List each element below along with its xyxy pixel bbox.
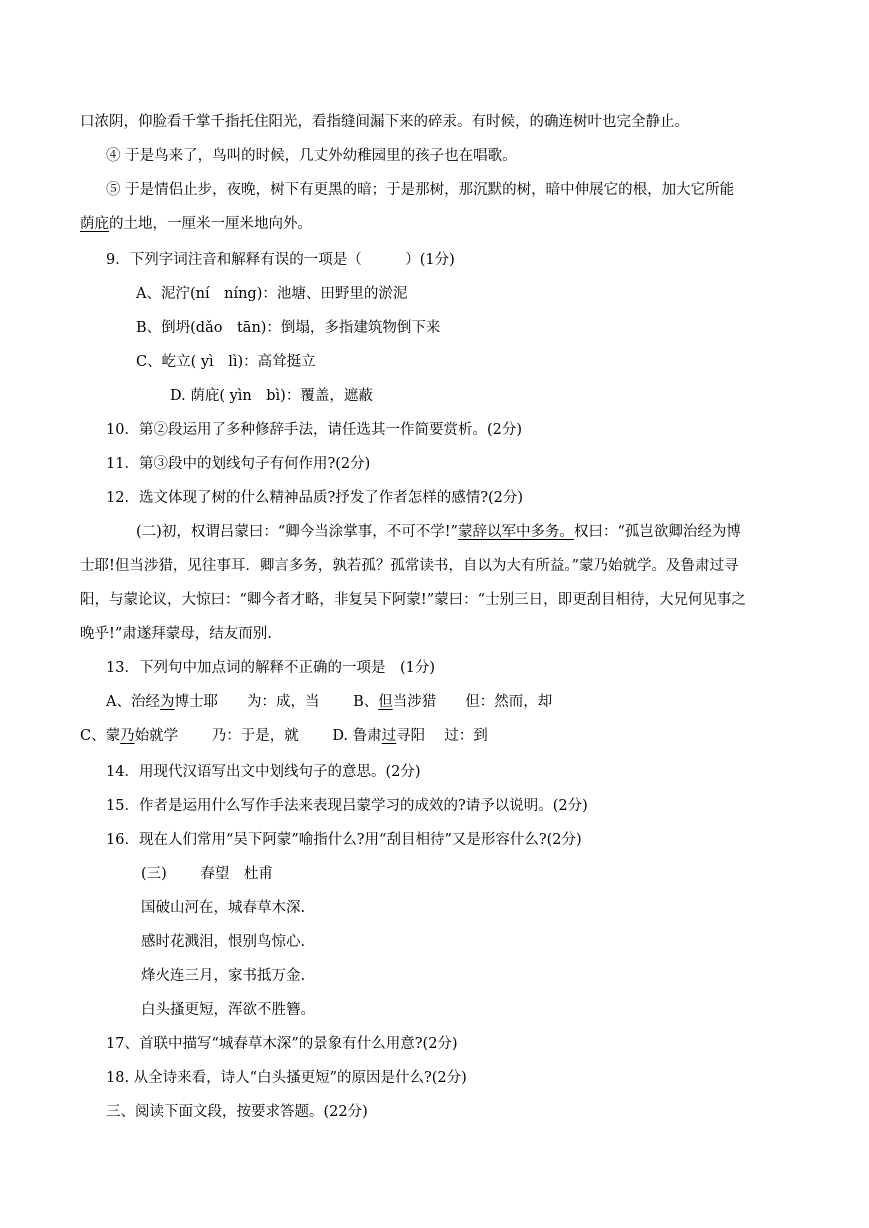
paragraph-5: ⑤ 于是情侣止步，夜晚，树下有更黑的暗；于是那树，那沉默的树，暗中伸展它的根，加大它所能 [106, 182, 735, 198]
poem-heading: (三) 春望 杜甫 [141, 866, 273, 882]
question-12: 12．选文体现了树的什么精神品质?抒发了作者怎样的感情?(2分) [106, 490, 524, 506]
dotted-word: 但 [378, 694, 393, 710]
option-a: A、泥泞(ní níng)：池塘、田野里的淤泥 [136, 286, 408, 302]
paragraph-3-end: 口浓阴，仰脸看千掌千指托住阳光，看指缝间漏下来的碎汞。有时候，的确连树叶也完全静止。 [80, 114, 689, 130]
question-17: 17、首联中描写“城春草木深”的景象有什么用意?(2分) [106, 1036, 458, 1052]
dotted-word: 为 [159, 694, 175, 710]
section-three-heading: 三、阅读下面文段，按要求答题。(22分) [106, 1104, 368, 1120]
question-10: 10．第②段运用了多种修辞手法，请任选其一作简要赏析。(2分) [106, 422, 522, 438]
question-13: 13．下列句中加点词的解释不正确的一项是 (1分) [106, 660, 435, 676]
dotted-word: 乃 [120, 728, 135, 744]
options-c-d: C、蒙乃始就学 乃：于是，就 D. 鲁肃过寻阳 过：到 [80, 728, 488, 744]
paragraph-4: ④ 于是鸟来了，鸟叫的时候，几丈外幼稚园里的孩子也在唱歌。 [106, 148, 517, 164]
classical-passage-line-3: 阳，与蒙论议，大惊曰：“卿今者才略，非复吴下阿蒙!”蒙曰：“士别三日，即更刮目相待，大兄何见事之 [80, 592, 747, 608]
poem-line-3: 烽火连三月，家书抵万金. [141, 968, 306, 984]
option-d: D. 荫庇( yìn bì)：覆盖，遮蔽 [170, 388, 373, 404]
question-14: 14．用现代汉语写出文中划线句子的意思。(2分) [106, 764, 421, 780]
options-a-b: A、治经为博士耶 为：成，当 B、但当涉猎 但：然而，却 [106, 694, 553, 710]
question-16: 16．现在人们常用“吴下阿蒙”喻指什么?用“刮目相待”又是形容什么?(2分) [106, 832, 582, 848]
paragraph-5-end: 荫庇的土地，一厘米一厘米地向外。 [80, 216, 312, 232]
question-11: 11．第③段中的划线句子有何作用?(2分) [106, 456, 371, 472]
poem-line-2: 感时花溅泪，恨别鸟惊心. [141, 934, 306, 950]
classical-passage-line-2: 士耶!但当涉猎，见往事耳．卿言多务，孰若孤？孤常读书，自以为大有所益。”蒙乃始就学。及鲁肃过寻 [80, 558, 739, 574]
classical-passage-line-4: 晚乎!”肃遂拜蒙母，结友而别. [80, 626, 272, 642]
poem-line-4: 白头搔更短，浑欲不胜簪。 [141, 1002, 315, 1018]
underlined-word: 荫庇 [80, 216, 109, 232]
dotted-word: 过 [381, 728, 397, 744]
option-c: C、屹立( yì lì)：高耸挺立 [136, 354, 316, 370]
question-15: 15．作者是运用什么写作手法来表现吕蒙学习的成效的?请予以说明。(2分) [106, 798, 588, 814]
poem-line-1: 国破山河在，城春草木深. [141, 900, 306, 916]
question-9: 9．下列字词注音和解释有误的一项是（ ）(1分) [106, 252, 455, 268]
underlined-sentence: 蒙辞以军中多务。 [457, 524, 574, 540]
classical-passage-line-1: (二)初，权谓吕蒙曰：“卿今当涂掌事，不可不学!”蒙辞以军中多务。权曰：“孤岂欲卿治经为博 [136, 524, 741, 540]
option-b: B、倒坍(dǎo tān)：倒塌，多指建筑物倒下来 [136, 320, 441, 336]
question-18: 18. 从全诗来看，诗人“白头搔更短”的原因是什么?(2分) [106, 1070, 467, 1086]
